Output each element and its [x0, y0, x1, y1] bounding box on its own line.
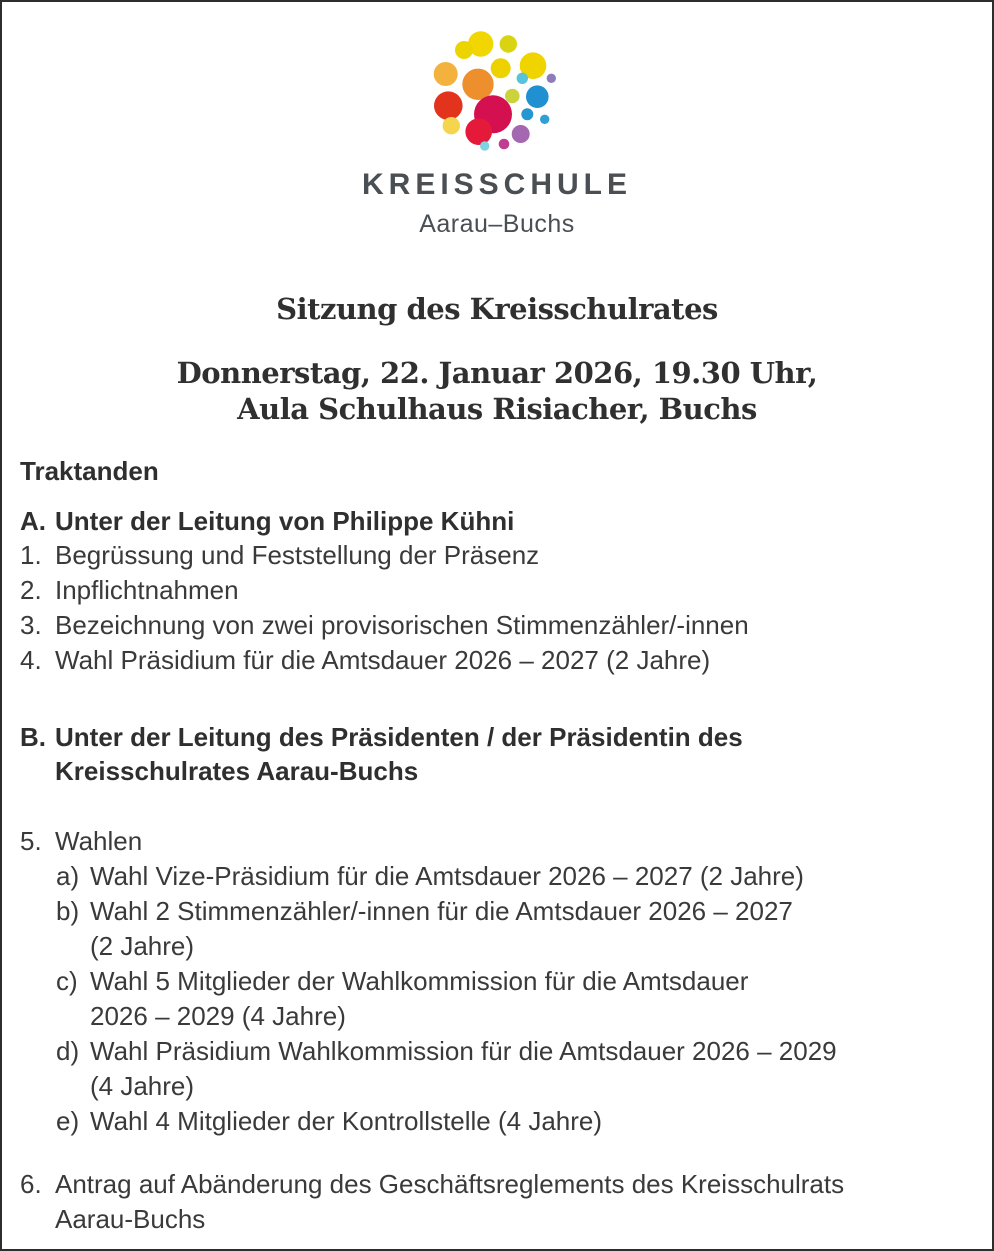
- section-a-title: Unter der Leitung von Philippe Kühni: [55, 506, 515, 536]
- section-a-heading: [20, 504, 972, 538]
- section-b-marker: B.: [20, 722, 46, 752]
- subitem-text: [90, 859, 804, 894]
- logo-subtitle: Aarau–Buchs: [419, 210, 575, 238]
- agenda-item-5b: [20, 894, 972, 964]
- agenda-item-5e: [20, 1104, 972, 1139]
- item-text: Wahl Präsidium für die Amtsdauer 2026 – 2027 (2 Jahre): [55, 645, 711, 675]
- agenda-item-1: [20, 538, 972, 573]
- subitem-line: Wahl 5 Mitglieder der Wahlkommission für die Amtsdauer: [90, 966, 749, 996]
- agenda-item-4: [20, 643, 972, 678]
- agenda-item-5a: [20, 859, 972, 894]
- subitem-line: (2 Jahre): [90, 931, 195, 961]
- section-a-marker: A.: [20, 506, 46, 536]
- meeting-location-line: Aula Schulhaus Risiacher, Buchs: [237, 392, 757, 426]
- item-line: Antrag auf Abänderung des Geschäftsreglements des Kreisschulrats: [55, 1169, 845, 1199]
- item-marker: 5.: [20, 826, 42, 856]
- section-b-heading: [20, 720, 972, 788]
- subitem-text: [90, 1104, 602, 1139]
- subitem-marker: a): [56, 861, 80, 891]
- section-b-title: [55, 720, 972, 788]
- meeting-date-line: Donnerstag, 22. Januar 2026, 19.30 Uhr,: [176, 356, 818, 390]
- item-marker: 2.: [20, 575, 42, 605]
- agenda-item-5d: [20, 1034, 972, 1104]
- logo: [2, 25, 992, 239]
- item-text: [55, 1167, 972, 1237]
- subitem-line: Wahl 2 Stimmenzähler/-innen für die Amtsdauer 2026 – 2027: [90, 896, 793, 926]
- item-marker: 4.: [20, 645, 42, 675]
- subitem-marker: c): [56, 966, 78, 996]
- agenda-item-5: [20, 824, 972, 859]
- subitem-text: [90, 894, 793, 964]
- subitem-text: [90, 1034, 837, 1104]
- subitem-line: (4 Jahre): [90, 1071, 195, 1101]
- agenda-item-6: [20, 1167, 972, 1237]
- item-text: Wahlen: [55, 826, 143, 856]
- logo-wordmark: KREISSCHULE: [361, 168, 633, 201]
- subitem-line: Wahl 4 Mitglieder der Kontrollstelle (4 Jahre): [90, 1106, 603, 1136]
- agenda-item-3: [20, 608, 972, 643]
- subitem-line: 2026 – 2029 (4 Jahre): [90, 1001, 346, 1031]
- agenda-item-5c: [20, 964, 972, 1034]
- item-text: Begrüssung und Feststellung der Präsenz: [55, 540, 540, 570]
- subitem-line: Wahl Präsidium Wahlkommission für die Amtsdauer 2026 – 2029: [90, 1036, 837, 1066]
- page-title: Sitzung des Kreisschulrates: [276, 292, 718, 326]
- section-b-title-line-1: Unter der Leitung des Präsidenten / der Präsidentin des: [55, 722, 743, 752]
- subitem-marker: e): [56, 1106, 80, 1136]
- item-marker: 6.: [20, 1169, 42, 1199]
- item-text: Inpflichtnahmen: [55, 575, 239, 605]
- subitem-text: [90, 964, 748, 1034]
- meeting-datetime: [2, 355, 992, 427]
- item-marker: 1.: [20, 540, 42, 570]
- section-b-title-line-2: Kreisschulrates Aarau-Buchs: [55, 756, 419, 786]
- agenda-item-2: [20, 573, 972, 608]
- item-marker: 3.: [20, 610, 42, 640]
- logo-circles-icon: [427, 25, 567, 155]
- agenda: [2, 454, 992, 1237]
- subitem-marker: d): [56, 1036, 80, 1066]
- subitem-marker: b): [56, 896, 80, 926]
- agenda-heading: Traktanden: [20, 456, 159, 486]
- item-line: Aarau-Buchs: [55, 1204, 206, 1234]
- item-text: Bezeichnung von zwei provisorischen Stimmenzähler/-innen: [55, 610, 749, 640]
- subitem-line: Wahl Vize-Präsidium für die Amtsdauer 2026 – 2027 (2 Jahre): [90, 861, 804, 891]
